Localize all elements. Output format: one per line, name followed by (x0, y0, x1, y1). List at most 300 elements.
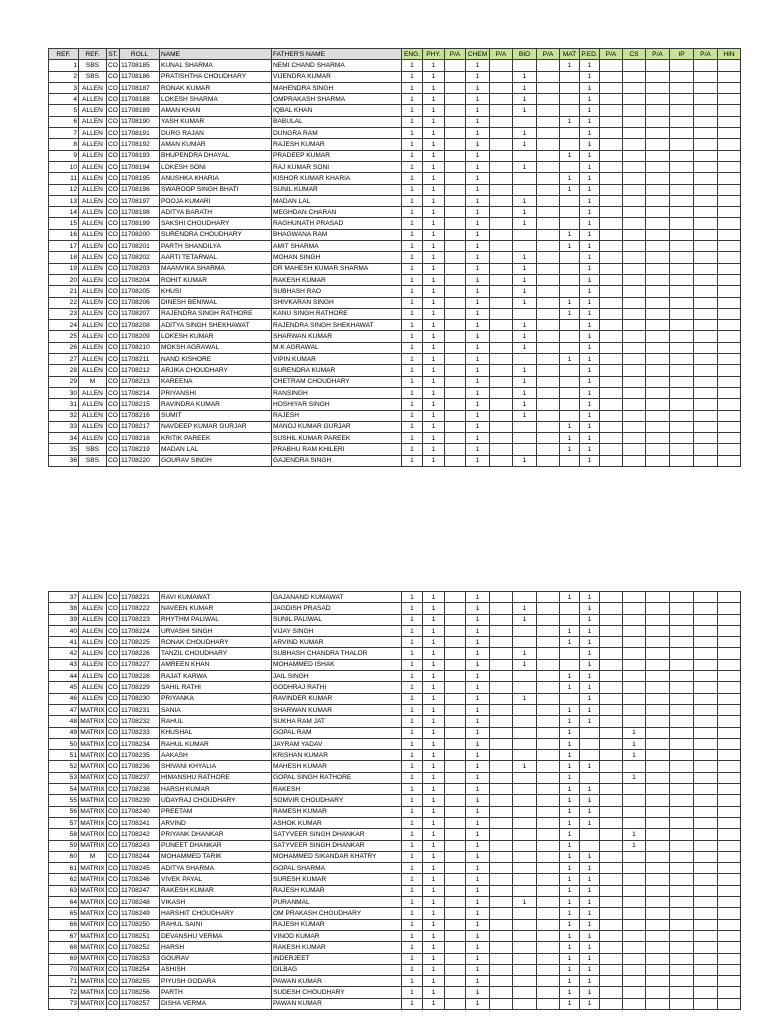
table-cell: 1 (466, 840, 490, 851)
table-cell: 1 (402, 128, 423, 139)
table-cell (513, 229, 537, 240)
table-cell: 1 (466, 116, 490, 127)
table-cell: 1 (402, 421, 423, 432)
table-cell: 11708208 (120, 320, 160, 331)
table-cell (445, 410, 466, 421)
table-cell: CO (107, 829, 120, 840)
table-row (49, 942, 741, 953)
table-cell: 1 (402, 953, 423, 964)
table-cell (646, 682, 670, 693)
table-cell: SUBHASH RAO (272, 286, 402, 297)
table-cell (646, 331, 670, 342)
table-cell: 1 (560, 421, 580, 432)
table-cell: 1 (423, 421, 445, 432)
table-cell (600, 885, 623, 896)
table-cell (513, 150, 537, 161)
table-cell: 1 (402, 817, 423, 828)
table-cell: 1 (466, 229, 490, 240)
table-cell: MOHAMMED SIKANDAR KHATRY (272, 851, 402, 862)
table-cell (623, 682, 646, 693)
table-cell (646, 387, 670, 398)
table-cell (560, 455, 580, 466)
table-cell (490, 286, 513, 297)
table-cell: 1 (423, 659, 445, 670)
table-cell: 1 (560, 241, 580, 252)
table-cell: 11708227 (120, 659, 160, 670)
table-cell (646, 161, 670, 172)
table-cell: 11708188 (120, 94, 160, 105)
table-cell: CO (107, 82, 120, 93)
table-cell: 23 (49, 308, 79, 319)
table-row (49, 592, 741, 603)
table-cell (513, 421, 537, 432)
table-cell: 1 (580, 455, 600, 466)
table-cell: CO (107, 150, 120, 161)
table-cell (718, 603, 741, 614)
table-cell (537, 354, 560, 365)
table-cell: 32 (49, 410, 79, 421)
table-cell: CO (107, 410, 120, 421)
table-cell (694, 795, 718, 806)
table-cell (670, 94, 694, 105)
table-row (49, 603, 741, 614)
table-cell: 1 (466, 433, 490, 444)
table-row (49, 897, 741, 908)
table-cell: SHIVKARAN SINGH (272, 297, 402, 308)
table-cell: PUNEET DHANKAR (160, 840, 272, 851)
table-cell (623, 716, 646, 727)
table-cell: 11708185 (120, 60, 160, 71)
table-cell: PRABHU RAM KHILERI (272, 444, 402, 455)
table-cell: RAJESH (272, 410, 402, 421)
table-cell: CO (107, 851, 120, 862)
table-row (49, 738, 741, 749)
table-cell (670, 105, 694, 116)
table-cell (537, 308, 560, 319)
table-cell: DURG RAJAN (160, 128, 272, 139)
table-row (49, 795, 741, 806)
table-cell: 1 (402, 116, 423, 127)
table-cell: 11708241 (120, 817, 160, 828)
column-header: P/A (600, 49, 623, 60)
table-row (49, 195, 741, 206)
table-cell (646, 308, 670, 319)
table-cell: ALLEN (79, 207, 107, 218)
table-cell: 1 (402, 863, 423, 874)
table-cell: 61 (49, 863, 79, 874)
table-cell: 1 (580, 399, 600, 410)
table-cell (623, 195, 646, 206)
table-cell: CO (107, 625, 120, 636)
table-cell (670, 659, 694, 670)
table-cell: 1 (560, 671, 580, 682)
table-cell: 11708224 (120, 625, 160, 636)
table-row (49, 659, 741, 670)
table-cell (670, 229, 694, 240)
table-cell: 1 (402, 806, 423, 817)
table-cell (646, 761, 670, 772)
table-cell (718, 897, 741, 908)
table-cell: CO (107, 693, 120, 704)
table-cell: 11708186 (120, 71, 160, 82)
table-cell: 1 (423, 444, 445, 455)
table-cell (560, 331, 580, 342)
table-cell (694, 308, 718, 319)
column-header: P/A (646, 49, 670, 60)
table-cell: SUSHIL KUMAR PAREEK (272, 433, 402, 444)
table-cell (490, 897, 513, 908)
table-cell (694, 772, 718, 783)
table-cell: 1 (423, 840, 445, 851)
table-cell (445, 308, 466, 319)
table-cell: 11708205 (120, 286, 160, 297)
table-cell: 1 (560, 964, 580, 975)
table-cell (670, 919, 694, 930)
table-cell (646, 195, 670, 206)
table-cell (490, 964, 513, 975)
table-cell: 1 (513, 218, 537, 229)
table-cell (694, 806, 718, 817)
table-cell: 1 (423, 625, 445, 636)
table-cell (490, 637, 513, 648)
table-cell: KUNAL SHARMA (160, 60, 272, 71)
table-cell: AARTI TETARWAL (160, 252, 272, 263)
table-cell: CO (107, 331, 120, 342)
table-cell: 1 (580, 693, 600, 704)
table-cell: 1 (513, 761, 537, 772)
table-cell: CO (107, 320, 120, 331)
table-cell (537, 150, 560, 161)
table-cell (694, 444, 718, 455)
table-cell (600, 94, 623, 105)
table-cell (670, 716, 694, 727)
table-cell: CO (107, 998, 120, 1009)
table-cell: PREETAM (160, 806, 272, 817)
table-cell: 3 (49, 82, 79, 93)
table-cell (670, 150, 694, 161)
table-cell (694, 953, 718, 964)
table-cell (694, 851, 718, 862)
table-cell: CO (107, 930, 120, 941)
table-cell (623, 410, 646, 421)
table-row (49, 263, 741, 274)
table-cell: ALLEN (79, 150, 107, 161)
table-cell: 45 (49, 682, 79, 693)
table-cell: 1 (466, 592, 490, 603)
table-cell (718, 987, 741, 998)
table-cell: 11708214 (120, 387, 160, 398)
table-cell (646, 738, 670, 749)
table-cell (600, 795, 623, 806)
table-cell (537, 241, 560, 252)
table-cell (445, 682, 466, 693)
table-cell (513, 625, 537, 636)
table-cell: 11 (49, 173, 79, 184)
table-cell (513, 976, 537, 987)
column-header: REF. (79, 49, 107, 60)
table-cell: 1 (580, 342, 600, 353)
table-cell: 1 (513, 365, 537, 376)
table-cell (623, 116, 646, 127)
table-cell: JAGDISH PRASAD (272, 603, 402, 614)
table-cell (580, 750, 600, 761)
table-cell (560, 252, 580, 263)
table-cell: SUNIL PALIWAL (272, 614, 402, 625)
table-cell: 1 (423, 863, 445, 874)
table-cell (694, 229, 718, 240)
table-cell (537, 817, 560, 828)
table-cell: SURENDRA KUMAR (272, 365, 402, 376)
table-cell: NAVEEN KUMAR (160, 603, 272, 614)
table-row (49, 829, 741, 840)
table-cell (537, 953, 560, 964)
column-header: MAT (560, 49, 580, 60)
table-cell: 14 (49, 207, 79, 218)
table-cell (445, 421, 466, 432)
table-cell (490, 195, 513, 206)
table-cell: KISHOR KUMAR KHARIA (272, 173, 402, 184)
table-cell (600, 851, 623, 862)
table-cell: 1 (402, 241, 423, 252)
table-cell: ASHISH (160, 964, 272, 975)
table-cell: MATRIX (79, 863, 107, 874)
table-cell (490, 806, 513, 817)
table-cell: CO (107, 184, 120, 195)
table-cell (490, 942, 513, 953)
table-cell (623, 953, 646, 964)
table-cell: SUKHA RAM JAT (272, 716, 402, 727)
table-cell: 1 (580, 241, 600, 252)
table-cell: SUNIL KUMAR (272, 184, 402, 195)
table-cell (718, 195, 741, 206)
table-cell (670, 399, 694, 410)
table-cell: 1 (580, 716, 600, 727)
table-cell (537, 682, 560, 693)
table-cell (646, 659, 670, 670)
table-cell: 1 (402, 897, 423, 908)
table-cell (600, 410, 623, 421)
table-row (49, 354, 741, 365)
table-cell: 1 (580, 252, 600, 263)
table-cell (623, 421, 646, 432)
table-cell (445, 320, 466, 331)
table-cell (537, 614, 560, 625)
table-cell (694, 354, 718, 365)
table-cell (600, 195, 623, 206)
table-cell (623, 150, 646, 161)
table-cell (600, 704, 623, 715)
table-cell: 1 (402, 772, 423, 783)
table-cell: 1 (580, 320, 600, 331)
table-cell (718, 365, 741, 376)
table-cell (445, 930, 466, 941)
table-cell (600, 274, 623, 285)
table-cell (694, 919, 718, 930)
table-cell (718, 817, 741, 828)
table-cell: PRATISHTHA CHOUDHARY (160, 71, 272, 82)
table-cell (490, 648, 513, 659)
table-cell: 1 (560, 806, 580, 817)
table-cell: ALLEN (79, 195, 107, 206)
table-cell (623, 399, 646, 410)
table-cell: 1 (580, 885, 600, 896)
table-cell: 1 (580, 82, 600, 93)
table-cell (513, 671, 537, 682)
table-cell (560, 365, 580, 376)
table-cell: 1 (580, 592, 600, 603)
table-cell: 11708207 (120, 308, 160, 319)
table-cell: DR MAHESH KUMAR SHARMA (272, 263, 402, 274)
table-cell (537, 94, 560, 105)
table-cell: RAMESH KUMAR (272, 806, 402, 817)
table-cell (580, 772, 600, 783)
table-cell: MATRIX (79, 897, 107, 908)
table-cell: 53 (49, 772, 79, 783)
table-cell: 1 (560, 173, 580, 184)
table-cell (513, 308, 537, 319)
table-cell: KHUSHAL (160, 727, 272, 738)
table-cell: 1 (402, 976, 423, 987)
table-cell (445, 885, 466, 896)
table-cell: 1 (560, 919, 580, 930)
table-cell: 1 (466, 738, 490, 749)
table-cell (623, 693, 646, 704)
table-cell (670, 704, 694, 715)
table-cell (718, 354, 741, 365)
table-cell (445, 342, 466, 353)
table-cell (445, 806, 466, 817)
table-cell: 1 (423, 331, 445, 342)
table-cell (490, 727, 513, 738)
table-row (49, 94, 741, 105)
table-cell: CO (107, 964, 120, 975)
table-cell (537, 716, 560, 727)
table-cell: ALLEN (79, 331, 107, 342)
table-cell: SATYVEER SINGH DHANKAR (272, 840, 402, 851)
table-cell: 1 (466, 139, 490, 150)
table-cell (445, 116, 466, 127)
table-cell: 11708257 (120, 998, 160, 1009)
table-cell: MATRIX (79, 964, 107, 975)
table-cell (600, 614, 623, 625)
table-cell: 1 (560, 863, 580, 874)
table-cell: 19 (49, 263, 79, 274)
table-cell: 1 (560, 840, 580, 851)
table-cell: 11708212 (120, 365, 160, 376)
table-row (49, 184, 741, 195)
table-cell: NEMI CHAND SHARMA (272, 60, 402, 71)
table-cell (694, 908, 718, 919)
table-cell: 1 (466, 761, 490, 772)
table-row (49, 331, 741, 342)
table-cell (445, 354, 466, 365)
table-cell (537, 399, 560, 410)
table-cell: CO (107, 365, 120, 376)
table-cell: 1 (466, 863, 490, 874)
table-cell (600, 750, 623, 761)
table-cell: MOHAMMED ISHAK (272, 659, 402, 670)
table-cell: 11708216 (120, 410, 160, 421)
table-cell (694, 150, 718, 161)
table-cell (490, 387, 513, 398)
table-cell (490, 331, 513, 342)
table-cell (537, 829, 560, 840)
table-cell: 1 (423, 376, 445, 387)
table-cell (560, 399, 580, 410)
table-cell (694, 964, 718, 975)
table-cell: VIKASH (160, 897, 272, 908)
table-cell: RAKESH KUMAR (272, 942, 402, 953)
table-cell (623, 342, 646, 353)
table-cell: RAHUL (160, 716, 272, 727)
table-cell (670, 908, 694, 919)
header-row (49, 49, 741, 60)
table-cell (600, 964, 623, 975)
table-cell: 1 (466, 625, 490, 636)
table-cell: 1 (423, 82, 445, 93)
table-cell (445, 795, 466, 806)
table-cell: 1 (402, 331, 423, 342)
table-cell: 1 (560, 433, 580, 444)
table-cell (490, 795, 513, 806)
table-cell (600, 682, 623, 693)
table-cell: 1 (466, 829, 490, 840)
table-cell (537, 998, 560, 1009)
table-cell: 1 (580, 263, 600, 274)
table-cell (600, 342, 623, 353)
table-cell: INDERJEET (272, 953, 402, 964)
table-cell: CO (107, 953, 120, 964)
table-cell: 1 (466, 399, 490, 410)
table-cell: 1 (423, 139, 445, 150)
table-cell (490, 60, 513, 71)
table-cell: ARVIND KUMAR (272, 637, 402, 648)
table-cell: PAWAN KUMAR (272, 976, 402, 987)
table-cell: 1 (466, 128, 490, 139)
table-cell: 1 (466, 693, 490, 704)
table-cell (718, 263, 741, 274)
table-cell (623, 433, 646, 444)
column-header: CS (623, 49, 646, 60)
table-cell: 71 (49, 976, 79, 987)
table-cell (670, 297, 694, 308)
table-cell (670, 772, 694, 783)
table-cell (623, 795, 646, 806)
table-cell: ALLEN (79, 241, 107, 252)
table-cell: 1 (402, 444, 423, 455)
table-cell: 1 (402, 263, 423, 274)
table-cell: HOSHIYAR SINGH (272, 399, 402, 410)
table-cell: MATRIX (79, 987, 107, 998)
table-cell: 1 (423, 761, 445, 772)
table-cell: 52 (49, 761, 79, 772)
table-cell (694, 885, 718, 896)
table-cell: 1 (466, 851, 490, 862)
table-cell: 40 (49, 625, 79, 636)
table-cell: CO (107, 784, 120, 795)
table-cell (623, 207, 646, 218)
table-cell (600, 908, 623, 919)
table-cell (445, 128, 466, 139)
table-cell: RAJ KUMAR SONI (272, 161, 402, 172)
table-cell: 1 (423, 116, 445, 127)
student-table-bottom (48, 591, 741, 1010)
table-cell (537, 161, 560, 172)
table-cell: 7 (49, 128, 79, 139)
table-cell: 1 (513, 387, 537, 398)
table-cell (718, 671, 741, 682)
table-cell (560, 218, 580, 229)
